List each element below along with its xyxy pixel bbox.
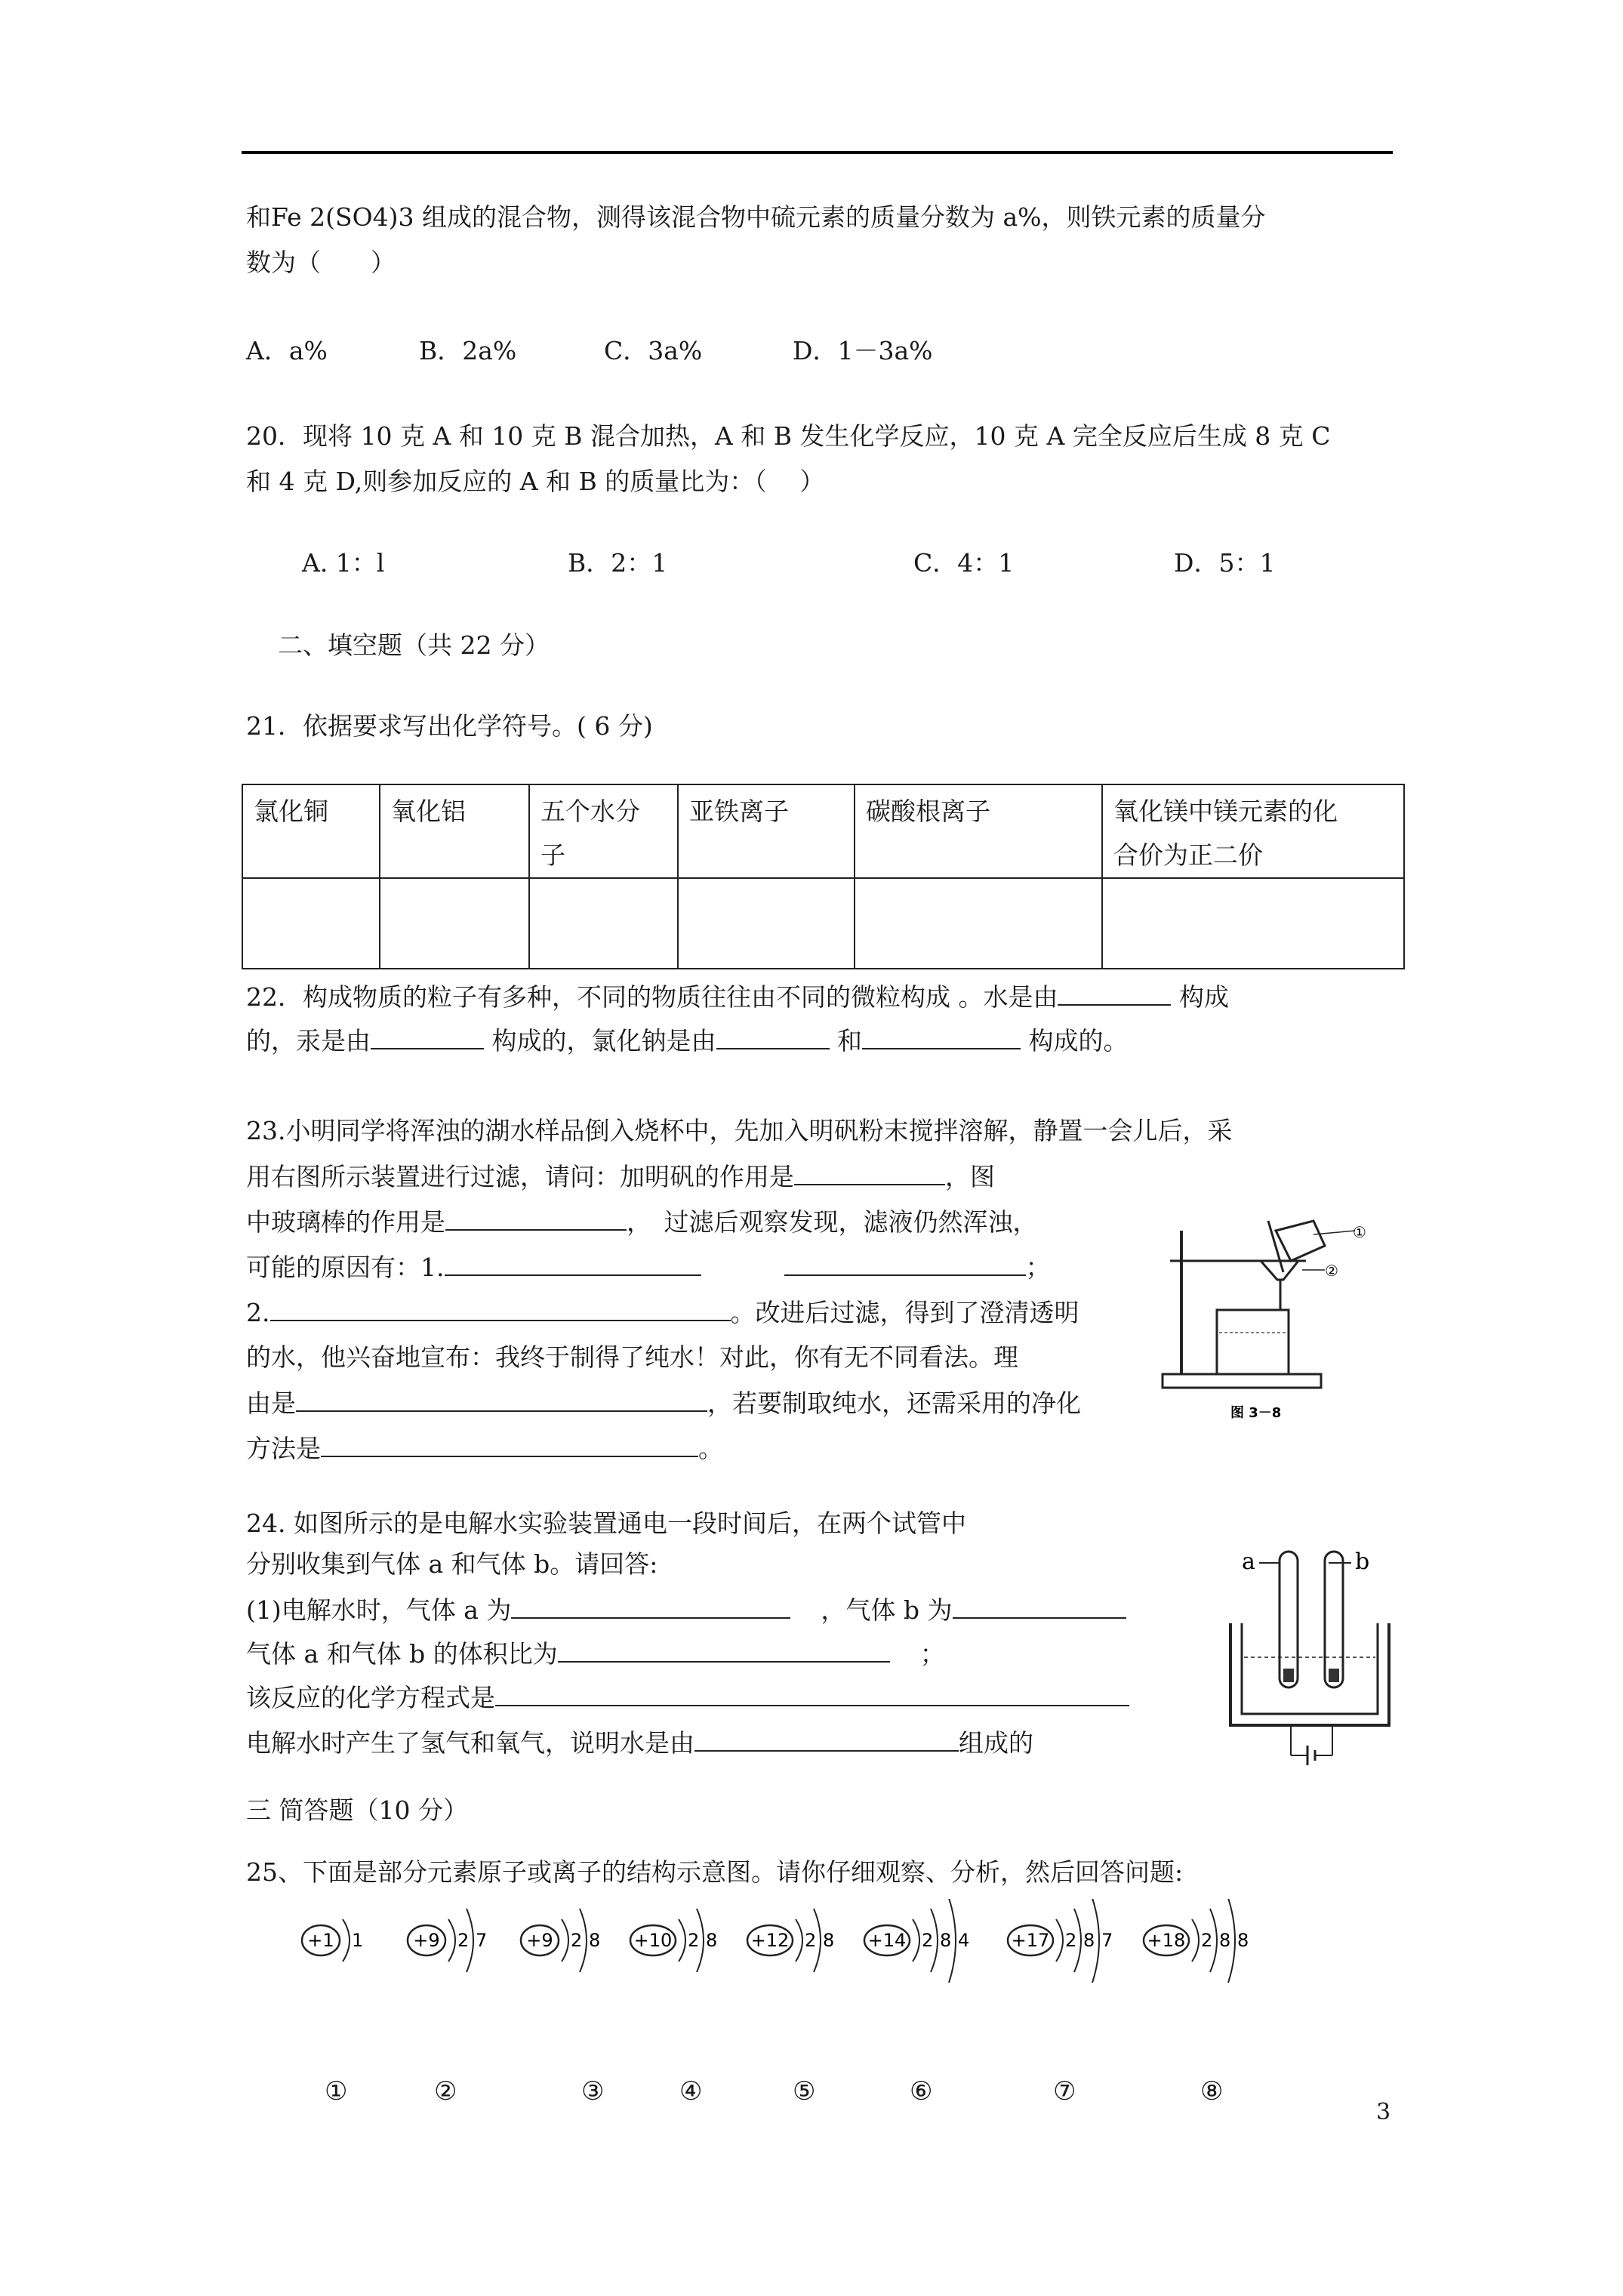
q23-line4: 可能的原因有：1. ； — [246, 1253, 1051, 1282]
q24-blank-composition[interactable] — [694, 1727, 959, 1752]
q21-answer-cell-1[interactable] — [242, 878, 380, 969]
electron-shell-arc — [448, 1919, 455, 1962]
q21-stem: 21．依据要求写出化学符号。( 6 分) — [246, 711, 653, 741]
q23-blank-rod[interactable] — [445, 1207, 627, 1231]
q23-blank-reason2[interactable] — [270, 1297, 731, 1321]
q21-header-5: 碳酸根离子 — [855, 784, 1102, 878]
q22-blank-mercury[interactable] — [371, 1025, 484, 1049]
q22-blank-water[interactable] — [1058, 982, 1171, 1006]
q22-blank-nacl-1[interactable] — [716, 1025, 830, 1049]
electron-shell-arc — [1192, 1919, 1199, 1962]
q20-option-a: A. 1：l — [302, 548, 385, 578]
filtration-apparatus-figure — [1155, 1219, 1389, 1431]
q23-blank-alum[interactable] — [794, 1161, 945, 1185]
q21-answer-cell-2[interactable] — [380, 878, 529, 969]
atom-label-8: ⑧ — [1200, 2076, 1224, 2106]
q19-option-d: D．1－3a% — [793, 336, 933, 365]
electron-shell-arc — [679, 1919, 685, 1962]
q21-header-6: 氧化镁中镁元素的化 合价为正二价 — [1102, 784, 1404, 878]
electron-count: 8 — [1219, 1930, 1231, 1951]
q22-line2: 的，汞是由 构成的，氯化钠是由 和 构成的。 — [246, 1026, 1129, 1056]
electron-count: 2 — [1065, 1930, 1077, 1951]
electron-count: 8 — [706, 1930, 718, 1951]
section2-title: 二、填空题（共 22 分） — [278, 630, 550, 660]
q20-line2: 和 4 克 D,则参加反应的 A 和 B 的质量比为：（ ） — [246, 467, 825, 496]
electron-shell-arc — [796, 1919, 802, 1962]
electron-count: 2 — [571, 1930, 583, 1951]
electron-count: 7 — [1101, 1930, 1113, 1951]
q23-blank-reason[interactable] — [296, 1388, 707, 1412]
filtration-label-1: ① — [1353, 1223, 1366, 1241]
electron-shell-arc — [1056, 1919, 1063, 1962]
atom-nucleus-charge: +10 — [633, 1930, 673, 1951]
electron-shell-arc — [343, 1919, 350, 1962]
electron-count: 7 — [476, 1930, 488, 1951]
q24-line4: 气体 a 和气体 b 的体积比为 ； — [246, 1639, 945, 1669]
q23-line3: 中玻璃棒的作用是 ， 过滤后观察发现，滤液仍然浑浊， — [246, 1207, 1038, 1237]
q24-line5: 该反应的化学方程式是 — [246, 1682, 1129, 1713]
q23-line8: 方法是 。 — [246, 1434, 723, 1463]
q21-answer-cell-5[interactable] — [855, 878, 1102, 969]
q20-option-b: B．2：1 — [568, 548, 668, 578]
atom-diagram-6 — [864, 1899, 969, 1983]
electron-count: 8 — [940, 1930, 952, 1951]
q23-line6: 的水，他兴奋地宣布：我终于制得了纯水！对此，你有无不同看法。理 — [246, 1342, 1018, 1372]
atom-label-2: ② — [434, 2076, 457, 2106]
q21-header-4: 亚铁离子 — [678, 784, 855, 878]
q23-blank-reason1b[interactable] — [784, 1252, 1026, 1276]
electron-count: 2 — [457, 1930, 470, 1951]
electron-count: 8 — [1083, 1930, 1095, 1951]
atom-nucleus-charge: +14 — [867, 1930, 907, 1951]
section3-title: 三 简答题（10 分） — [246, 1795, 468, 1825]
electron-shell-arc — [562, 1919, 568, 1962]
atom-diagram-3 — [521, 1909, 600, 1972]
q24-line6: 电解水时产生了氢气和氧气，说明水是由 组成的 — [246, 1728, 1033, 1758]
atom-label-3: ③ — [581, 2076, 605, 2106]
electron-count: 4 — [958, 1930, 970, 1951]
q19-option-a: A．a% — [246, 336, 328, 365]
q21-header-1: 氯化铜 — [242, 784, 380, 878]
q24-blank-ratio[interactable] — [558, 1638, 890, 1663]
q21-header-2: 氧化铝 — [380, 784, 529, 878]
q22-line1: 22．构成物质的粒子有多种，不同的物质往往由不同的微粒构成 。水是由 构成 — [246, 982, 1229, 1012]
q21-answer-cell-6[interactable] — [1102, 878, 1404, 969]
atom-structure-diagrams — [294, 1899, 1351, 1989]
electron-count: 8 — [589, 1930, 601, 1951]
electron-count: 2 — [1201, 1930, 1213, 1951]
filtration-label-2: ② — [1325, 1262, 1338, 1280]
electrolysis-label-b: b — [1355, 1549, 1370, 1575]
atom-diagram-1 — [302, 1919, 363, 1962]
electrolysis-label-a: a — [1242, 1549, 1255, 1575]
atom-nucleus-charge: +18 — [1147, 1930, 1186, 1951]
atom-nucleus-charge: +9 — [526, 1930, 553, 1951]
electron-count: 2 — [922, 1930, 934, 1951]
header-rule — [242, 151, 1393, 154]
q19-option-b: B．2a% — [419, 336, 517, 365]
q24-line1: 24. 如图所示的是电解水实验装置通电一段时间后，在两个试管中 — [246, 1509, 966, 1538]
electron-count: 2 — [805, 1930, 817, 1951]
atom-nucleus-charge: +17 — [1011, 1930, 1050, 1951]
atom-nucleus-charge: +9 — [413, 1930, 440, 1951]
atom-diagram-4 — [630, 1909, 717, 1972]
atom-label-7: ⑦ — [1053, 2076, 1076, 2106]
q20-option-d: D．5：1 — [1174, 548, 1276, 578]
q22-blank-nacl-2[interactable] — [862, 1025, 1021, 1049]
q23-line1: 23.小明同学将浑浊的湖水样品倒入烧杯中，先加入明矾粉末搅拌溶解，静置一会儿后，采 — [246, 1116, 1233, 1145]
page-number: 3 — [1376, 2099, 1391, 2125]
q24-blank-gas-b[interactable] — [953, 1595, 1126, 1619]
q23-blank-reason1[interactable] — [445, 1252, 701, 1276]
q24-line3: (1)电解水时，气体 a 为 ，气体 b 为 — [246, 1595, 1126, 1626]
q19-line1: 和Fe 2(SO4)3 组成的混合物，测得该混合物中硫元素的质量分数为 a%，则铁元素的质量分 — [246, 202, 1266, 232]
q19-option-c: C．3a% — [604, 336, 703, 365]
filtration-caption: 图 3－8 — [1230, 1405, 1282, 1421]
q20-option-c: C．4：1 — [913, 548, 1015, 578]
q23-line7: 由是 ，若要制取纯水，还需采用的净化 — [246, 1388, 1081, 1418]
q21-answer-table — [242, 784, 1405, 969]
electron-count: 8 — [823, 1930, 835, 1951]
atom-label-5: ⑤ — [793, 2076, 816, 2106]
q25-stem: 25、下面是部分元素原子或离子的结构示意图。请你仔细观察、分析，然后回答问题: — [246, 1857, 1184, 1887]
atom-nucleus-charge: +1 — [307, 1930, 334, 1951]
q21-header-3: 五个水分 子 — [529, 784, 678, 878]
atom-diagram-5 — [747, 1909, 834, 1972]
q21-answer-cell-4[interactable] — [678, 878, 855, 969]
electrolysis-apparatus-figure — [1215, 1540, 1404, 1771]
atom-label-4: ④ — [679, 2076, 703, 2106]
atom-diagram-8 — [1144, 1899, 1249, 1983]
electron-count: 1 — [352, 1930, 364, 1951]
q24-blank-equation[interactable] — [495, 1682, 1129, 1706]
q24-blank-gas-a[interactable] — [511, 1595, 790, 1619]
q23-blank-method[interactable] — [321, 1433, 698, 1457]
electron-count: 8 — [1237, 1930, 1249, 1951]
q19-line2: 数为（ ） — [246, 248, 396, 277]
q23-line5: 2. 。改进后过滤，得到了澄清透明 — [246, 1298, 1079, 1327]
q23-line2: 用右图所示装置进行过滤，请问：加明矾的作用是 ，图 — [246, 1162, 995, 1191]
electron-shell-arc — [913, 1919, 919, 1962]
electron-count: 2 — [688, 1930, 700, 1951]
atom-diagram-2 — [408, 1909, 487, 1972]
atom-label-1: ① — [325, 2076, 348, 2106]
atom-label-6: ⑥ — [910, 2076, 933, 2106]
atom-nucleus-charge: +12 — [750, 1930, 790, 1951]
atom-diagram-7 — [1008, 1899, 1113, 1983]
q24-line2: 分别收集到气体 a 和气体 b。请回答: — [246, 1549, 658, 1579]
q21-answer-cell-3[interactable] — [529, 878, 678, 969]
q20-line1: 20．现将 10 克 A 和 10 克 B 混合加热，A 和 B 发生化学反应，10 克 A 完全反应后生成 8 克 C — [246, 421, 1331, 451]
